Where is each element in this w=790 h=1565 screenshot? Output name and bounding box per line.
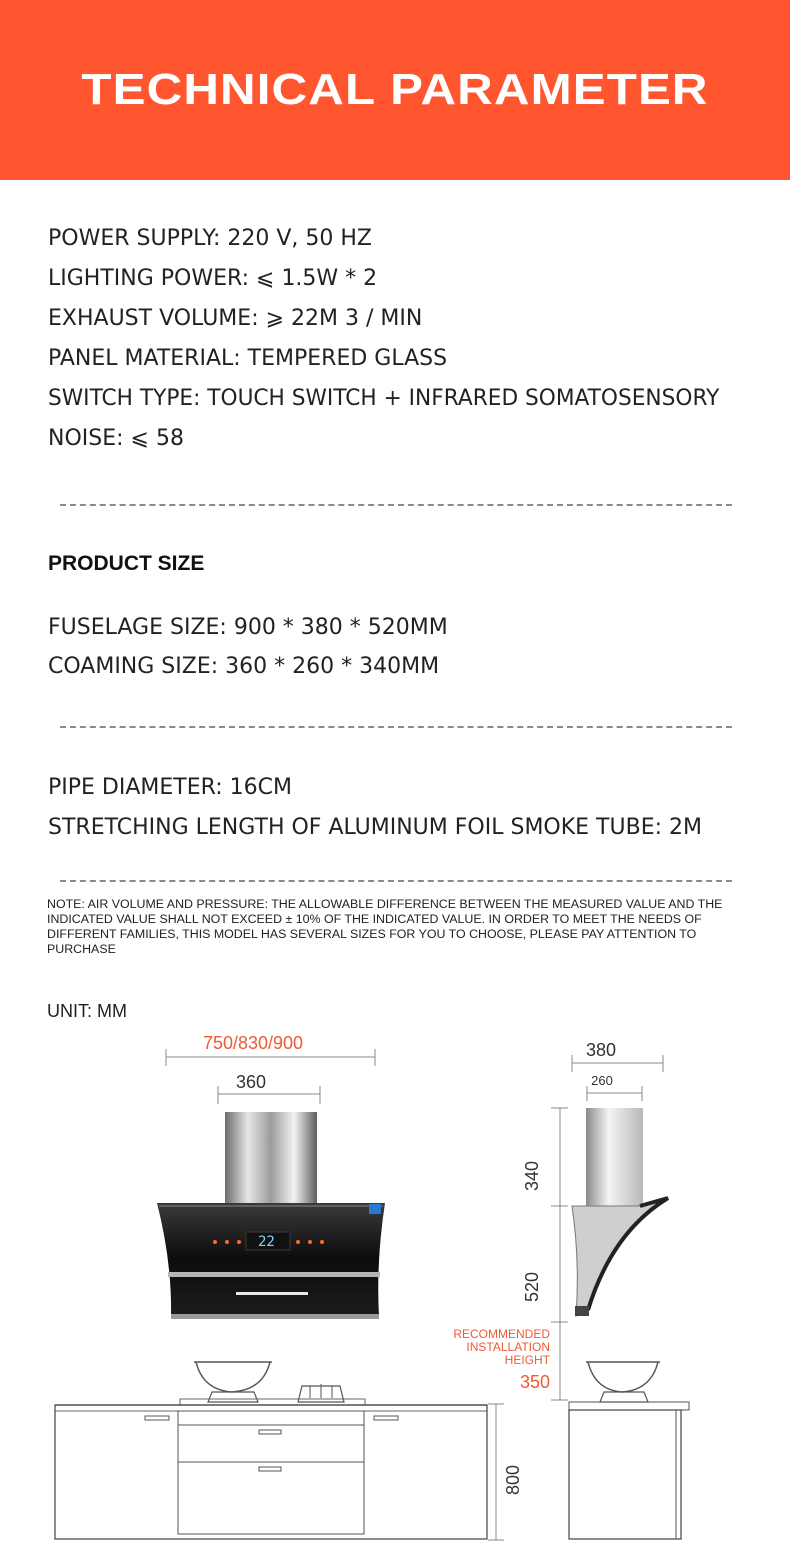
install-label-line-3: HEIGHT: [504, 1353, 550, 1367]
front-chimney-width-label: 360: [235, 1072, 267, 1092]
control-button-icon: [296, 1240, 300, 1244]
control-button-icon: [320, 1240, 324, 1244]
spec-switch-type: SWITCH TYPE: TOUCH SWITCH + INFRARED SOMATOSENSORY: [48, 386, 720, 411]
body-height-label: 520: [522, 1271, 542, 1303]
front-width-label: 750/830/900: [202, 1033, 304, 1053]
cabinet-height-label: 800: [503, 1464, 523, 1496]
side-depth-label: 380: [585, 1040, 617, 1060]
note-text: NOTE: AIR VOLUME AND PRESSURE: THE ALLOWABLE DIFFERENCE BETWEEN THE MEASURED VALUE AND THE INDICATED VALUE SHALL NOT EXCEED ± 10% OF THE INDICATED VALUE. IN ORDER TO MEET THE NEEDS OF DIFFERENT FAMILIES, THIS MODEL HAS SEVERAL SIZES FOR YOU TO CHOOSE, PLEASE PAY ATTENTION TO PURCHASE: [47, 897, 723, 956]
spec-pipe-diameter: PIPE DIAMETER: 16CM: [48, 775, 292, 800]
control-button-icon: [237, 1240, 241, 1244]
unit-label: UNIT: MM: [47, 1001, 127, 1021]
side-chimney-dimension: [587, 1073, 642, 1101]
spec-panel-material: PANEL MATERIAL: TEMPERED GLASS: [48, 346, 448, 371]
height-dimensions: [453, 1108, 568, 1400]
install-height-label: 350: [519, 1372, 551, 1392]
control-button-icon: [225, 1240, 229, 1244]
spec-lighting-power: LIGHTING POWER: ⩽ 1.5W * 2: [48, 266, 378, 291]
spec-fuselage-size: FUSELAGE SIZE: 900 * 380 * 520MM: [48, 615, 448, 640]
front-width-dimension: [166, 1033, 375, 1066]
control-button-icon: [213, 1240, 217, 1244]
display-digits: 22: [258, 1234, 275, 1250]
spec-exhaust-volume: EXHAUST VOLUME: ⩾ 22M 3 / MIN: [48, 306, 423, 331]
energy-label-icon: [369, 1204, 381, 1214]
spec-coaming-size: COAMING SIZE: 360 * 260 * 340MM: [48, 654, 440, 679]
side-depth-dimension: [572, 1040, 663, 1072]
chimney-height-label: 340: [522, 1160, 542, 1192]
side-chimney-depth-label: 260: [591, 1073, 613, 1088]
spec-power-supply: POWER SUPPLY: 220 V, 50 HZ: [48, 226, 372, 251]
spec-noise: NOISE: ⩽ 58: [48, 426, 184, 451]
range-hood-side-image: [572, 1108, 668, 1316]
side-cabinet-drawing: [569, 1362, 689, 1539]
range-hood-front-image: [157, 1112, 385, 1319]
cabinet-height-dimension: [488, 1404, 523, 1540]
spec-smoke-tube-length: STRETCHING LENGTH OF ALUMINUM FOIL SMOKE TUBE: 2M: [48, 815, 702, 840]
product-size-title: PRODUCT SIZE: [48, 552, 205, 575]
control-button-icon: [308, 1240, 312, 1244]
page-title: TECHNICAL PARAMETER: [81, 65, 709, 114]
front-cabinet-drawing: [55, 1362, 487, 1539]
install-label-line-2: INSTALLATION: [466, 1340, 550, 1354]
front-chimney-dimension: [218, 1072, 320, 1104]
install-label-line-1: RECOMMENDED: [453, 1327, 550, 1341]
